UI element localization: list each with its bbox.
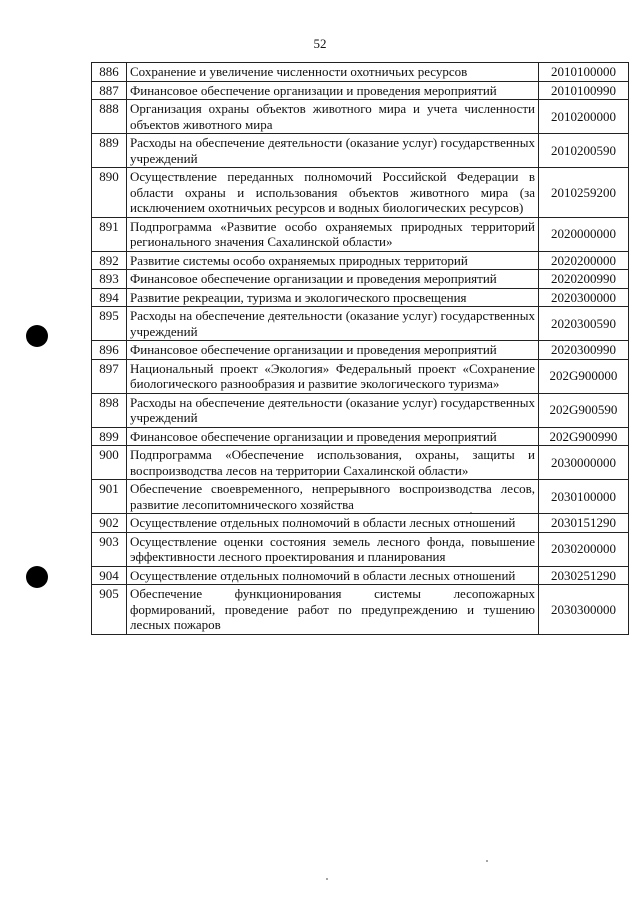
row-name: Финансовое обеспечение организации и проведения мероприятий bbox=[127, 341, 539, 360]
row-name: Финансовое обеспечение организации и проведения мероприятий bbox=[127, 81, 539, 100]
row-code: 2020200990 bbox=[539, 270, 629, 289]
table-row bbox=[92, 393, 629, 427]
row-code: 2020200000 bbox=[539, 251, 629, 270]
table-row bbox=[92, 100, 629, 134]
row-name: Расходы на обеспечение деятельности (оказание услуг) государственных учреждений bbox=[127, 307, 539, 341]
row-number: 894 bbox=[92, 288, 127, 307]
table-row bbox=[92, 63, 629, 82]
row-name: Сохранение и увеличение численности охотничьих ресурсов bbox=[127, 63, 539, 82]
row-code: 2010200000 bbox=[539, 100, 629, 134]
row-code: 2020300990 bbox=[539, 341, 629, 360]
row-name: Обеспечение функционирования системы лесопожарных формирований, проведение работ по предупреждению и тушению лесных пожаров bbox=[127, 585, 539, 635]
binder-hole-mark bbox=[26, 566, 48, 588]
row-number: 892 bbox=[92, 251, 127, 270]
table-row bbox=[92, 288, 629, 307]
table-row bbox=[92, 566, 629, 585]
row-name: Расходы на обеспечение деятельности (оказание услуг) государственных учреждений bbox=[127, 134, 539, 168]
row-code: 2030200000 bbox=[539, 532, 629, 566]
row-number: 887 bbox=[92, 81, 127, 100]
row-name: Осуществление оценки состояния земель лесного фонда, повышение эффективности лесного проектирования и планирования bbox=[127, 532, 539, 566]
page-number: 52 bbox=[313, 36, 327, 51]
table-row bbox=[92, 532, 629, 566]
table-row bbox=[92, 359, 629, 393]
row-number: 903 bbox=[92, 532, 127, 566]
row-number: 905 bbox=[92, 585, 127, 635]
table-row bbox=[92, 341, 629, 360]
table-row bbox=[92, 427, 629, 446]
row-number: 902 bbox=[92, 514, 127, 533]
row-number: 901 bbox=[92, 480, 127, 514]
row-number: 890 bbox=[92, 168, 127, 218]
row-code: 202G900000 bbox=[539, 359, 629, 393]
row-name: Развитие рекреации, туризма и экологического просвещения bbox=[127, 288, 539, 307]
row-name: Обеспечение своевременного, непрерывного воспроизводства лесов, развитие лесопитомнического хозяйства bbox=[127, 480, 539, 514]
row-name: Осуществление отдельных полномочий в области лесных отношений bbox=[127, 514, 539, 533]
row-number: 900 bbox=[92, 446, 127, 480]
table-row bbox=[92, 134, 629, 168]
row-name: Осуществление отдельных полномочий в области лесных отношений bbox=[127, 566, 539, 585]
row-code: 2030151290 bbox=[539, 514, 629, 533]
row-name: Организация охраны объектов животного мира и учета численности объектов животного мира bbox=[127, 100, 539, 134]
scan-speck bbox=[326, 878, 328, 880]
table-body bbox=[92, 63, 629, 635]
row-code: 2030300000 bbox=[539, 585, 629, 635]
row-name: Финансовое обеспечение организации и проведения мероприятий bbox=[127, 270, 539, 289]
row-code: 2020300000 bbox=[539, 288, 629, 307]
row-number: 895 bbox=[92, 307, 127, 341]
row-number: 899 bbox=[92, 427, 127, 446]
row-name: Национальный проект «Экология» Федеральный проект «Сохранение биологического разнообразия и развитие экологического туризма» bbox=[127, 359, 539, 393]
row-code: 2010100990 bbox=[539, 81, 629, 100]
row-code: 2010100000 bbox=[539, 63, 629, 82]
table-row bbox=[92, 446, 629, 480]
row-number: 891 bbox=[92, 217, 127, 251]
row-code: 202G900990 bbox=[539, 427, 629, 446]
table-row bbox=[92, 307, 629, 341]
table-row bbox=[92, 270, 629, 289]
table-row bbox=[92, 480, 629, 514]
table-row bbox=[92, 168, 629, 218]
row-code: 2020300590 bbox=[539, 307, 629, 341]
table-row bbox=[92, 251, 629, 270]
row-number: 898 bbox=[92, 393, 127, 427]
row-number: 886 bbox=[92, 63, 127, 82]
row-code: 202G900590 bbox=[539, 393, 629, 427]
table-row bbox=[92, 81, 629, 100]
row-number: 893 bbox=[92, 270, 127, 289]
table-row bbox=[92, 585, 629, 635]
row-number: 889 bbox=[92, 134, 127, 168]
table-row bbox=[92, 514, 629, 533]
row-code: 2030251290 bbox=[539, 566, 629, 585]
row-name: Подпрограмма «Развитие особо охраняемых природных территорий регионального значения Сахалинской области» bbox=[127, 217, 539, 251]
row-number: 904 bbox=[92, 566, 127, 585]
row-code: 2030100000 bbox=[539, 480, 629, 514]
row-name: Подпрограмма «Обеспечение использования, охраны, защиты и воспроизводства лесов на территории Сахалинской области» bbox=[127, 446, 539, 480]
table-row bbox=[92, 217, 629, 251]
row-code: 2010200590 bbox=[539, 134, 629, 168]
scan-speck bbox=[486, 860, 488, 862]
budget-codes-table bbox=[91, 62, 629, 635]
row-name: Развитие системы особо охраняемых природных территорий bbox=[127, 251, 539, 270]
binder-hole-mark bbox=[26, 325, 48, 347]
row-code: 2030000000 bbox=[539, 446, 629, 480]
row-name: Расходы на обеспечение деятельности (оказание услуг) государственных учреждений bbox=[127, 393, 539, 427]
row-name: Финансовое обеспечение организации и проведения мероприятий bbox=[127, 427, 539, 446]
row-code: 2010259200 bbox=[539, 168, 629, 218]
row-code: 2020000000 bbox=[539, 217, 629, 251]
row-number: 896 bbox=[92, 341, 127, 360]
row-number: 897 bbox=[92, 359, 127, 393]
row-number: 888 bbox=[92, 100, 127, 134]
row-name: Осуществление переданных полномочий Российской Федерации в области охраны и использования объектов животного мира (за исключением охотничьих ресурсов и водных биологических ресурсов) bbox=[127, 168, 539, 218]
